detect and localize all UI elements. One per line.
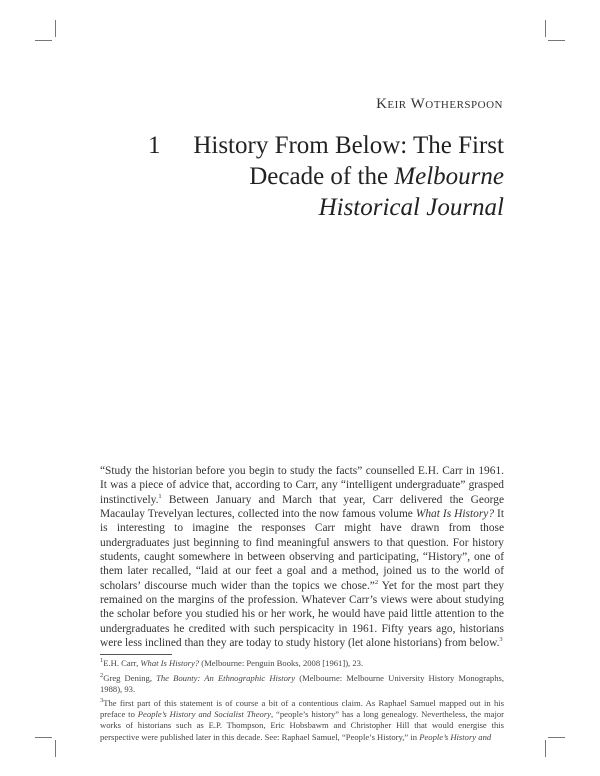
- body-text: Yet for the most part they remained on the margins of the profession. Whatever Carr’s views were about studying the scholar before you studied his or her work, he would have paid little attention to the undergraduates he credited with such perspicacity in 1961. Fifty years ago, historians were less inclined than they are today to study history (let alone historians) from below.: [100, 579, 505, 650]
- footnote-title: What Is History?: [140, 658, 200, 669]
- crop-mark: [545, 20, 546, 37]
- crop-mark: [35, 40, 52, 41]
- body-text: It is interesting to imagine the responses Carr might have drawn from those undergraduates just beginning to find meaningful answers to that question. For history students, caught somewhere in between observing and participating, “History”, one of them later recalled, “laid at our feet a goal and a method, joined us to the world of scholars’ discourse much wider than the topics we chose.”: [100, 508, 504, 592]
- footnote-1: [100, 658, 504, 669]
- footnote-ref[interactable]: 1: [158, 492, 162, 500]
- footnote-text: Greg Dening,: [103, 672, 157, 683]
- footnote-title: People’s History and: [419, 731, 492, 742]
- body-paragraph: [100, 464, 504, 650]
- title-lines: [173, 130, 505, 223]
- footnote-text: (Melbourne: Penguin Books, 2008 [1961]), 23.: [199, 658, 364, 669]
- footnote-3: [100, 698, 504, 743]
- crop-mark: [545, 740, 546, 757]
- footnote-ref[interactable]: 2: [374, 578, 379, 586]
- footnote-number: 2: [100, 671, 104, 679]
- body-text: Between January and March that year, Carr delivered the George Macaulay Trevelyan lectures, collected into the now famous volume: [100, 493, 504, 521]
- footnote-2: [100, 673, 504, 695]
- crop-mark: [548, 737, 565, 738]
- title-line-2: [173, 161, 505, 223]
- footnote-text: The first part of this statement is of course a bit of a contentious claim. As Raphael Samuel mapped out in his preface to: [100, 698, 504, 720]
- footnote-number: 1: [100, 657, 104, 665]
- footnote-divider: [100, 654, 172, 655]
- book-title: What Is History?: [415, 508, 495, 521]
- text-column: [100, 464, 504, 746]
- footnote-title: People’s History and Socialist Theory: [137, 709, 271, 720]
- footnote-text: (Melbourne: Melbourne University History Monographs, 1988), 93.: [100, 672, 504, 694]
- footnote-title: The Bounty: An Ethnographic History: [156, 672, 296, 683]
- crop-mark: [55, 740, 56, 757]
- chapter-number: 1: [148, 132, 161, 159]
- footnote-ref[interactable]: 3: [499, 636, 503, 644]
- title-line-1: History From Below: The First: [193, 132, 504, 159]
- crop-mark: [548, 40, 565, 41]
- journal-name: Melbourne Historical Journal: [318, 163, 504, 221]
- body-text: “Study the historian before you begin to study the facts” counselled E.H. Carr in 1961. It was a piece of advice that, according to Carr, any “intelligent undergraduate” grasped instinctively.: [100, 465, 504, 506]
- footnote-number: 3: [100, 697, 104, 705]
- footnote-text: , “people’s history” has a long genealogy. Nevertheless, the major works of historians such as E.P. Thompson, Eric Hobsbawm and Christopher Hill that would energise this perspective were published later in this decade. See: Raphael Samuel, “People’s History,” in: [100, 709, 504, 742]
- chapter-title: [148, 130, 504, 223]
- crop-mark: [55, 20, 56, 37]
- title-prefix: Decade of the: [249, 163, 395, 190]
- crop-mark: [35, 737, 52, 738]
- author-name: Keir Wotherspoon: [376, 96, 503, 112]
- footnote-text: E.H. Carr,: [103, 658, 141, 669]
